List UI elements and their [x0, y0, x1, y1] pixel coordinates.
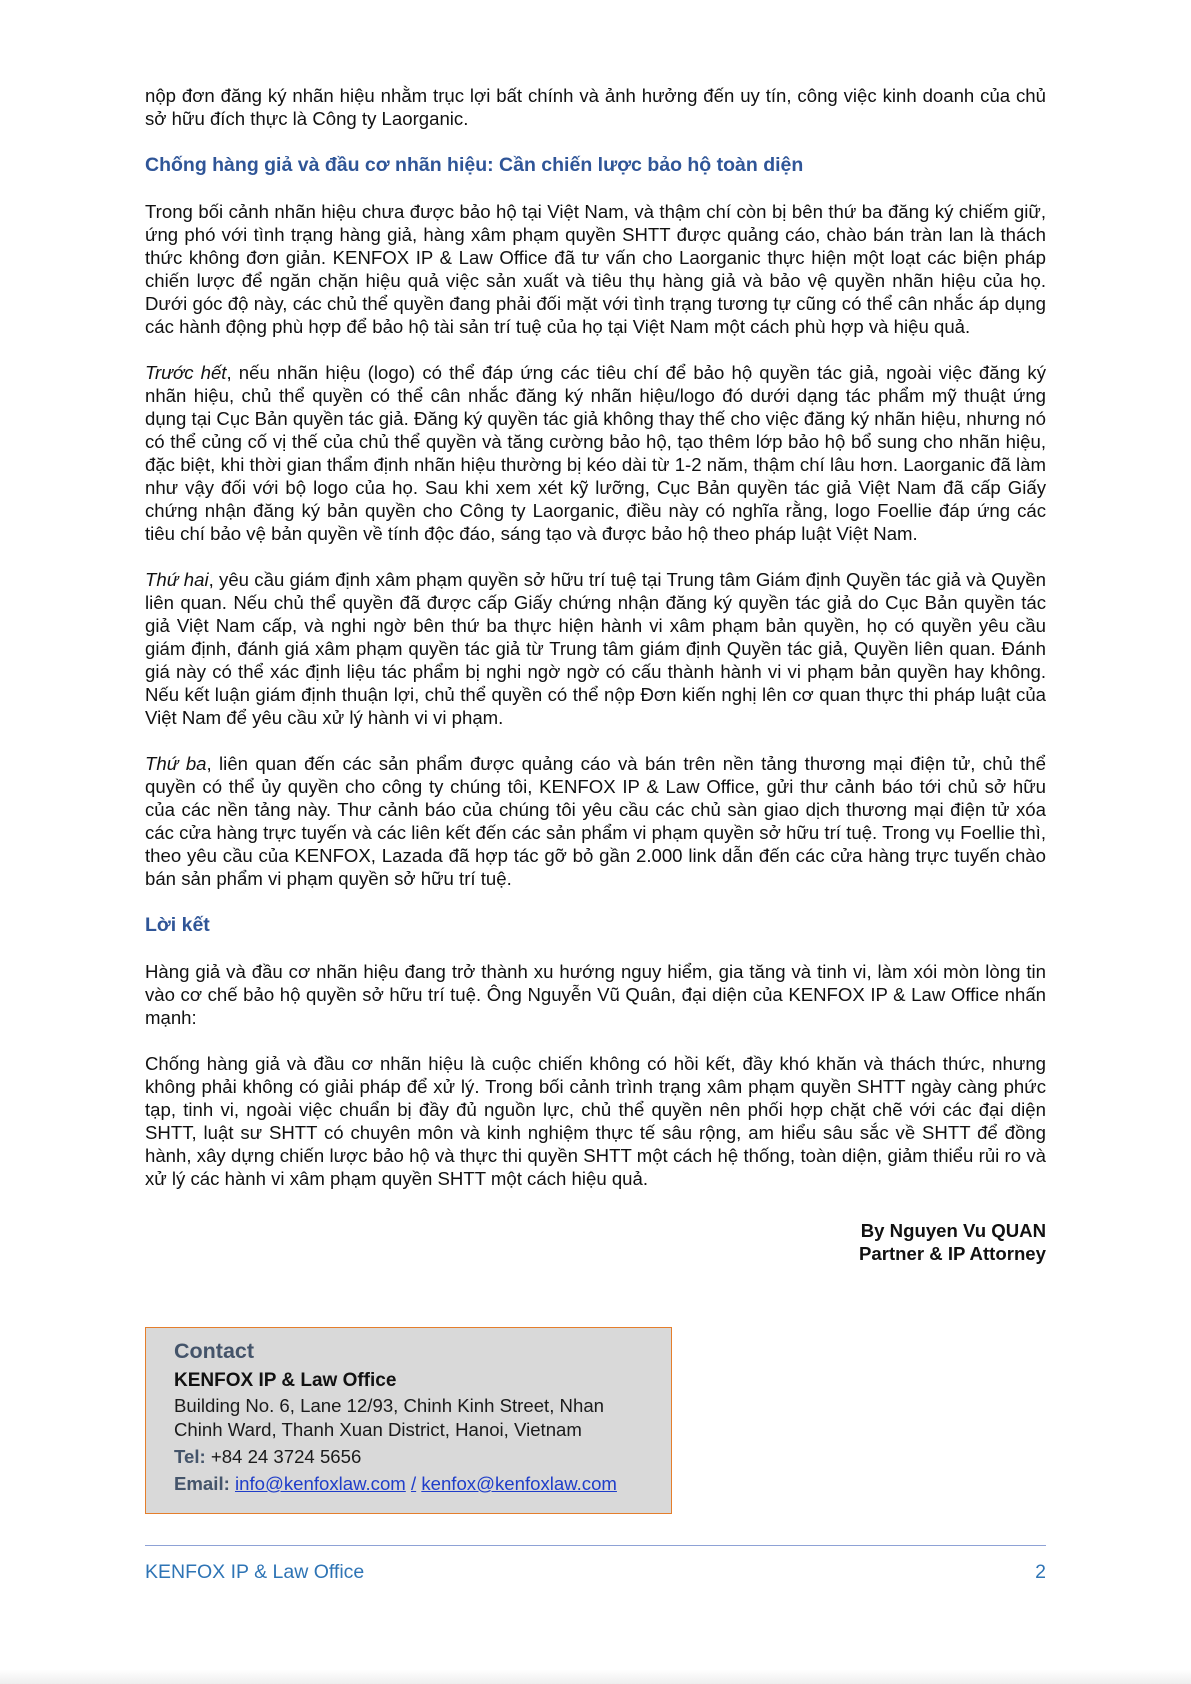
paragraph-conclusion: Hàng giả và đầu cơ nhãn hiệu đang trở thành xu hướng nguy hiểm, gia tăng và tinh vi, làm xói mòn lòng tin vào cơ chế bảo hộ quyền sở hữu trí tuệ. Ông Nguyễn Vũ Quân, đại diện của KENFOX IP & Law Office nhấn mạnh:	[145, 961, 1046, 1028]
contact-email-row	[174, 1472, 671, 1496]
paragraph-quote: Chống hàng giả và đầu cơ nhãn hiệu là cuộc chiến không có hồi kết, đầy khó khăn và thách thức, nhưng không phải không có giải pháp để xử lý. Trong bối cảnh trình trạng xâm phạm quyền SHTT ngày càng phức tạp, tinh vi, ngoài việc chuẩn bị đầy đủ nguồn lực, chủ thể quyền nên phối hợp chặt chẽ với các đại diện SHTT, luật sư SHTT có chuyên môn và kinh nghiệm thực tế sâu rộng, am hiểu sâu sắc về SHTT để đồng hành, xây dựng chiến lược bảo hộ và thực thi quyền SHTT một cách hệ thống, toàn diện, giảm thiểu rủi ro và xử lý các hành vi xâm phạm quyền SHTT một cách hiệu quả.	[145, 1053, 1046, 1189]
contact-tel-row	[174, 1445, 671, 1469]
signature-title: Partner & IP Attorney	[858, 1243, 1046, 1264]
page-bottom-edge	[0, 1670, 1191, 1684]
document-body	[145, 84, 1046, 1265]
contact-tel-value: +84 24 3724 5656	[210, 1446, 362, 1467]
signature-block	[145, 1219, 1046, 1265]
paragraph-second-measure	[145, 568, 1046, 729]
signature-name: By Nguyen Vu QUAN	[860, 1220, 1046, 1241]
email-separator: /	[410, 1473, 417, 1494]
email-link-info[interactable]: info@kenfoxlaw.com	[234, 1473, 406, 1494]
contact-heading: Contact	[174, 1339, 255, 1363]
paragraph-third-text: , liên quan đến các sản phẩm được quảng cáo và bán trên nền tảng thương mại điện tử, chủ thể quyền có thể ủy quyền cho công ty chúng tôi, KENFOX IP & Law Office, gửi thư cảnh báo tới chủ sở hữu của các nền tảng này. Thư cảnh báo của chúng tôi yêu cầu các chủ sàn giao dịch thương mại điện tử xóa các cửa hàng trực tuyến và các liên kết đến các sản phẩm vi phạm quyền sở hữu trí tuệ. Trong vụ Foellie thì, theo yêu cầu của KENFOX, Lazada đã hợp tác gỡ bỏ gần 2.000 link dẫn đến các cửa hàng trực tuyến chào bán sản phẩm vi phạm quyền sở hữu trí tuệ.	[145, 753, 1046, 889]
contact-box	[145, 1327, 672, 1514]
footer-divider	[145, 1545, 1046, 1546]
footer-firm-name: KENFOX IP & Law Office	[145, 1561, 365, 1583]
contact-tel-label: Tel:	[174, 1446, 206, 1467]
lead-first: Trước hết	[145, 362, 227, 383]
email-link-kenfox[interactable]: kenfox@kenfoxlaw.com	[421, 1473, 617, 1494]
section-heading-conclusion: Lời kết	[145, 914, 210, 936]
lead-third: Thứ ba	[145, 753, 207, 774]
paragraph-third-measure	[145, 752, 1046, 890]
paragraph-first-measure	[145, 361, 1046, 545]
lead-second: Thứ hai	[145, 569, 209, 590]
section-heading-strategy: Chống hàng giả và đầu cơ nhãn hiệu: Cần chiến lược bảo hộ toàn diện	[145, 154, 804, 176]
paragraph-intro: nộp đơn đăng ký nhãn hiệu nhằm trục lợi bất chính và ảnh hưởng đến uy tín, công việc kinh doanh của chủ sở hữu đích thực là Công ty Laorganic.	[145, 85, 1046, 129]
footer-page-number: 2	[1035, 1561, 1046, 1583]
contact-firm-name: KENFOX IP & Law Office	[174, 1370, 397, 1391]
paragraph-second-text: , yêu cầu giám định xâm phạm quyền sở hữu trí tuệ tại Trung tâm Giám định Quyền tác giả và Quyền liên quan. Nếu chủ thể quyền đã được cấp Giấy chứng nhận đăng ký quyền tác giả do Cục Bản quyền tác giả Việt Nam cấp, và nghi ngờ bên thứ ba thực hiện hành vi xâm phạm bản quyền, họ có quyền yêu cầu giám định, đánh giá xâm phạm quyền tác giả từ Trung tâm giám định Quyền tác giả, Quyền liên quan. Đánh giá này có thể xác định liệu tác phẩm bị nghi ngờ ngờ có cấu thành hành vi vi phạm bản quyền hay không. Nếu kết luận giám định thuận lợi, chủ thể quyền có thể nộp Đơn kiến nghị lên cơ quan thực thi pháp luật của Việt Nam để yêu cầu xử lý hành vi vi phạm.	[145, 569, 1046, 728]
paragraph-first-text: , nếu nhãn hiệu (logo) có thể đáp ứng các tiêu chí để bảo hộ quyền tác giả, ngoài việc đăng ký nhãn hiệu, chủ thể quyền có thể cân nhắc đăng ký nhãn hiệu/logo đó dưới dạng tác phẩm mỹ thuật ứng dụng tại Cục Bản quyền tác giả. Đăng ký quyền tác giả không thay thế cho việc đăng ký nhãn hiệu, nhưng nó có thể củng cố vị thế của chủ thể quyền và tăng cường bảo hộ, tạo thêm lớp bảo hộ bổ sung cho nhãn hiệu, đặc biệt, khi thời gian thẩm định nhãn hiệu thường bị kéo dài từ 1-2 năm, thậm chí lâu hơn. Laorganic đã làm như vậy đối với bộ logo của họ. Sau khi xem xét kỹ lưỡng, Cục Bản quyền tác giả Việt Nam đã cấp Giấy chứng nhận đăng ký bản quyền cho Công ty Laorganic, điều này có nghĩa rằng, logo Foellie đáp ứng các tiêu chí bảo vệ bản quyền về tính độc đáo, sáng tạo và được bảo hộ theo pháp luật Việt Nam.	[145, 362, 1046, 544]
contact-email-label: Email:	[174, 1473, 230, 1494]
paragraph-context: Trong bối cảnh nhãn hiệu chưa được bảo hộ tại Việt Nam, và thậm chí còn bị bên thứ ba đăng ký chiếm giữ, ứng phó với tình trạng hàng giả, hàng xâm phạm quyền SHTT được quảng cáo, chào bán tràn lan là thách thức không đơn giản. KENFOX IP & Law Office đã tư vấn cho Laorganic thực hiện một loạt các biện pháp chiến lược để ngăn chặn hiệu quả việc sản xuất và tiêu thụ hàng giả và bảo vệ quyền nhãn hiệu của họ. Dưới góc độ này, các chủ thể quyền đang phải đối mặt với tình trạng tương tự cũng có thể cân nhắc áp dụng các hành động phù hợp để bảo hộ tài sản trí tuệ của họ tại Việt Nam một cách phù hợp và hiệu quả.	[145, 201, 1046, 337]
contact-address-line-1: Building No. 6, Lane 12/93, Chinh Kinh Street, Nhan	[174, 1395, 605, 1416]
contact-address-line-2: Chinh Ward, Thanh Xuan District, Hanoi, Vietnam	[174, 1419, 582, 1440]
